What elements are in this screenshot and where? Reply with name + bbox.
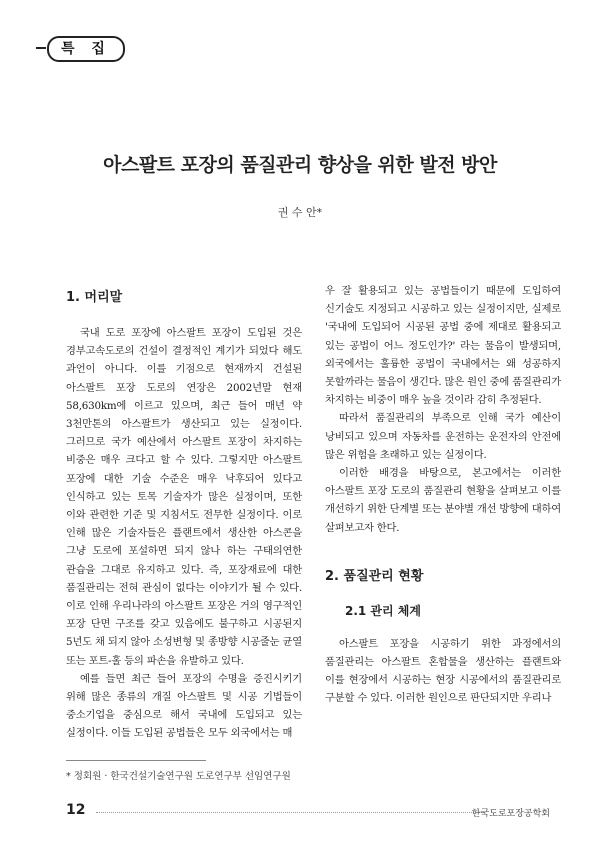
- section-heading-status: 2. 품질관리 현황: [325, 568, 424, 584]
- intro-paragraph-2: 예를 들면 최근 들어 포장의 수명을 증진시키기 위해 많은 종류의 개질 아스팔트 및 시공 기법들이 중소기업을 중심으로 해서 국내에 도입되고 있는 실정이다. 이들 도입된 공법들은 모두 외국에서는 매: [66, 672, 302, 740]
- footer-dotted-rule: [96, 812, 484, 813]
- journal-name: 한국도로포장공학회: [471, 809, 550, 819]
- article-author: 권 수 안*: [277, 206, 323, 219]
- intro-paragraph-2-continued: 우 잘 활용되고 있는 공법들이기 때문에 도입하여 신기술도 지정되고 시공하고 있는 실정이지만, 실제로 '국내에 도입되어 시공된 공법 중에 제대로 활용되고 있는 공법이 어느 정도인가?' 라는 물음이 발생되며, 외국에서는 훌륭한 공법이 국내에서는 왜 성공하지 못할까라는 물음이 생긴다. 많은 원인 중에 품질관리가 차지하는 비중이 매우 높을 것이라 감히 추정된다.: [325, 285, 561, 407]
- left-column: [66, 288, 302, 743]
- subsection-heading-management: 2.1 관리 체계: [345, 603, 421, 618]
- status-paragraph-1: 아스팔트 포장을 시공하기 위한 과정에서의 품질관리는 아스팔트 혼합물을 생산하는 플랜트와 이를 현장에서 시공하는 현장 시공에서의 품질관리로 구분할 수 있다. 이러한 원인으로 판단되지만 우리나: [325, 637, 561, 705]
- page-number: 12: [66, 802, 86, 818]
- intro-paragraph-3: 따라서 품질관리의 부족으로 인해 국가 예산이 낭비되고 있으며 자동차를 운전하는 운전자의 안전에 많은 위험을 초래하고 있는 실정이다.: [325, 412, 561, 461]
- author-footnote: * 정회원 · 한국건설기술연구원 도로연구부 선임연구원: [66, 771, 291, 782]
- badge-leader-line: [36, 47, 46, 49]
- right-column: [325, 282, 561, 708]
- intro-paragraph-1: 국내 도로 포장에 아스팔트 포장이 도입된 것은 경부고속도로의 건설이 결정적인 계기가 되었다 해도 과언이 아니다. 이를 기점으로 현재까지 건설된 아스팔트 포장 도로의 연장은 2002년말 현재 58,630km에 이르고 있으며, 최근 들어 매년 약 3천만톤의 아스팔트가 생산되고 있는 실정이다. 그러므로 국가 예산에서 아스팔트 포장이 차지하는 비중은 매우 크다고 할 수 있다. 그렇지만 아스팔트 포장에 대한 기술 수준은 매우 낙후되어 있다고 인식하고 있는 토목 기술자가 많은 실정이며, 또한 이와 관련한 기준 및 지침서도 전무한 실정이다. 이로 인해 많은 기술자들은 플랜트에서 생산한 아스콘을 그냥 도로에 포설하면 되지 않나 하는 구태의연한 관습을 그대로 유지하고 있다. 즉, 포장재료에 대한 품질관리는 전혀 관심이 없다는 이야기가 될 수 있다. 이로 인해 우리나라의 아스팔트 포장은 거의 영구적인 포장 단면 구조를 갖고 있음에도 불구하고 시공된지 5년도 채 되지 않아 소성변형 및 종방향 시공줄눈 균열 또는 포트-홀 등의 파손을 유발하고 있다.: [66, 327, 302, 667]
- section-heading-intro: 1. 머리말: [66, 290, 123, 305]
- footnote-rule: [66, 760, 206, 761]
- intro-paragraph-4: 이러한 배경을 바탕으로, 본고에서는 이러한 아스팔트 포장 도로의 품질관리 현황을 살펴보고 이를 개선하기 위한 단계별 또는 분야별 개선 방향에 대하여 살펴보고자 한다.: [325, 467, 561, 534]
- article-title: 아스팔트 포장의 품질관리 향상을 위한 발전 방안: [103, 154, 497, 176]
- section-badge: 특 집: [47, 36, 125, 62]
